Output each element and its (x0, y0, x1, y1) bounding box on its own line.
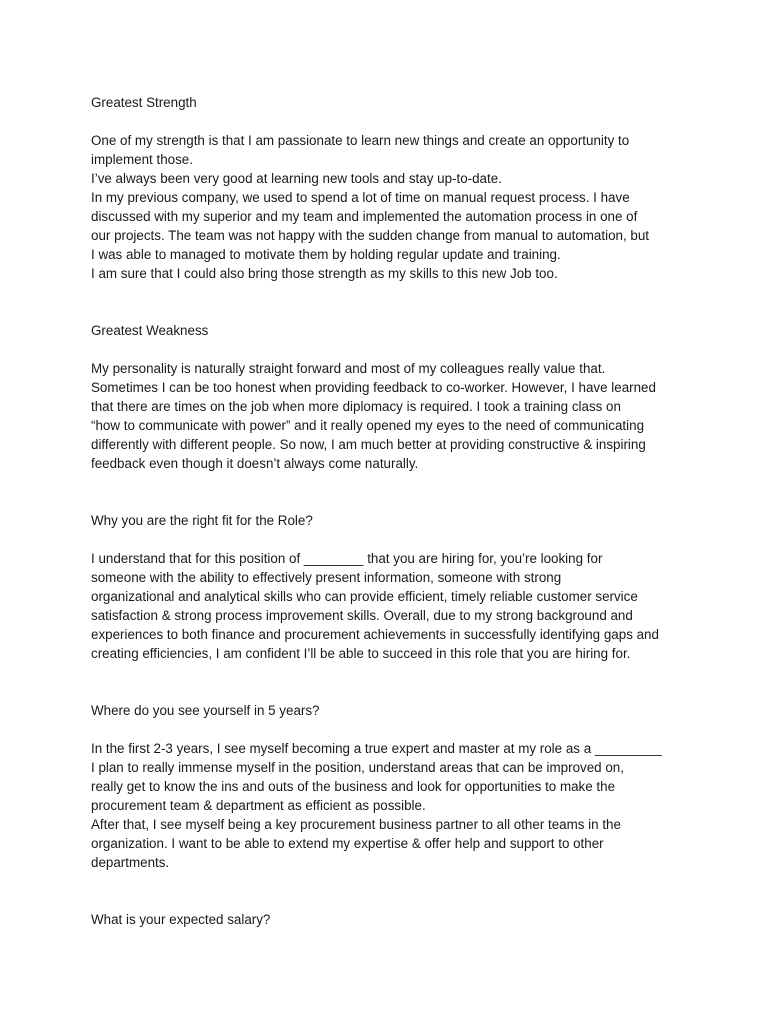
paragraph-line: In the first 2-3 years, I see myself becoming a true expert and master at my role as a _________ (91, 741, 662, 756)
paragraph-line: One of my strength is that I am passionate to learn new things and create an opportunity to (91, 133, 630, 148)
paragraph-line: organization. I want to be able to extend my expertise & offer help and support to other (91, 836, 604, 851)
section-right-fit (91, 511, 691, 701)
paragraph-line: implement those. (91, 152, 193, 167)
paragraph-line: I am sure that I could also bring those strength as my skills to this new Job too. (91, 266, 558, 281)
paragraph-line: our projects. The team was not happy with the sudden change from manual to automation, but (91, 228, 650, 243)
paragraph-line: creating efficiencies, I am confident I’ll be able to succeed in this role that you are hiring for. (91, 646, 631, 661)
paragraph-line: After that, I see myself being a key procurement business partner to all other teams in the (91, 817, 621, 832)
paragraph-line: that there are times on the job when more diplomacy is required. I took a training class on (91, 399, 621, 414)
section-paragraph (91, 739, 691, 872)
paragraph-line: Sometimes I can be too honest when providing feedback to co-worker. However, I have learned (91, 380, 656, 395)
paragraph-line: differently with different people. So now, I am much better at providing constructive & inspiring (91, 437, 646, 452)
paragraph-line: procurement team & department as efficient as possible. (91, 798, 426, 813)
paragraph-line: satisfaction & strong process improvement skills. Overall, due to my strong background and (91, 608, 633, 623)
section-five-years (91, 701, 691, 910)
section-heading: Why you are the right fit for the Role? (91, 513, 313, 528)
paragraph-line: really get to know the ins and outs of the business and look for opportunities to make the (91, 779, 616, 794)
paragraph-line: discussed with my superior and my team and implemented the automation process in one of (91, 209, 638, 224)
paragraph-line: feedback even though it doesn’t always come naturally. (91, 456, 419, 471)
section-greatest-weakness (91, 321, 691, 511)
paragraph-line: someone with the ability to effectively present information, someone with strong (91, 570, 562, 585)
paragraph-line: I plan to really immense myself in the position, understand areas that can be improved on, (91, 760, 624, 775)
section-heading: Where do you see yourself in 5 years? (91, 703, 320, 718)
section-expected-salary (91, 910, 691, 929)
paragraph-line: I understand that for this position of ________ that you are hiring for, you’re looking for (91, 551, 603, 566)
paragraph-line: departments. (91, 855, 170, 870)
section-heading: Greatest Weakness (91, 323, 209, 338)
section-heading: Greatest Strength (91, 95, 197, 110)
paragraph-line: “how to communicate with power” and it really opened my eyes to the need of communicating (91, 418, 645, 433)
document-body (91, 93, 691, 929)
paragraph-line: In my previous company, we used to spend a lot of time on manual request process. I have (91, 190, 630, 205)
paragraph-line: I’ve always been very good at learning new tools and stay up-to-date. (91, 171, 502, 186)
section-greatest-strength (91, 93, 691, 321)
paragraph-line: organizational and analytical skills who can provide efficient, timely reliable customer service (91, 589, 638, 604)
section-paragraph (91, 359, 691, 473)
paragraph-line: experiences to both finance and procurement achievements in successfully identifying gaps and (91, 627, 659, 642)
section-paragraph (91, 131, 691, 283)
paragraph-line: I was able to managed to motivate them by holding regular update and training. (91, 247, 561, 262)
paragraph-line: My personality is naturally straight forward and most of my colleagues really value that. (91, 361, 606, 376)
section-heading: What is your expected salary? (91, 912, 271, 927)
section-paragraph (91, 549, 691, 663)
